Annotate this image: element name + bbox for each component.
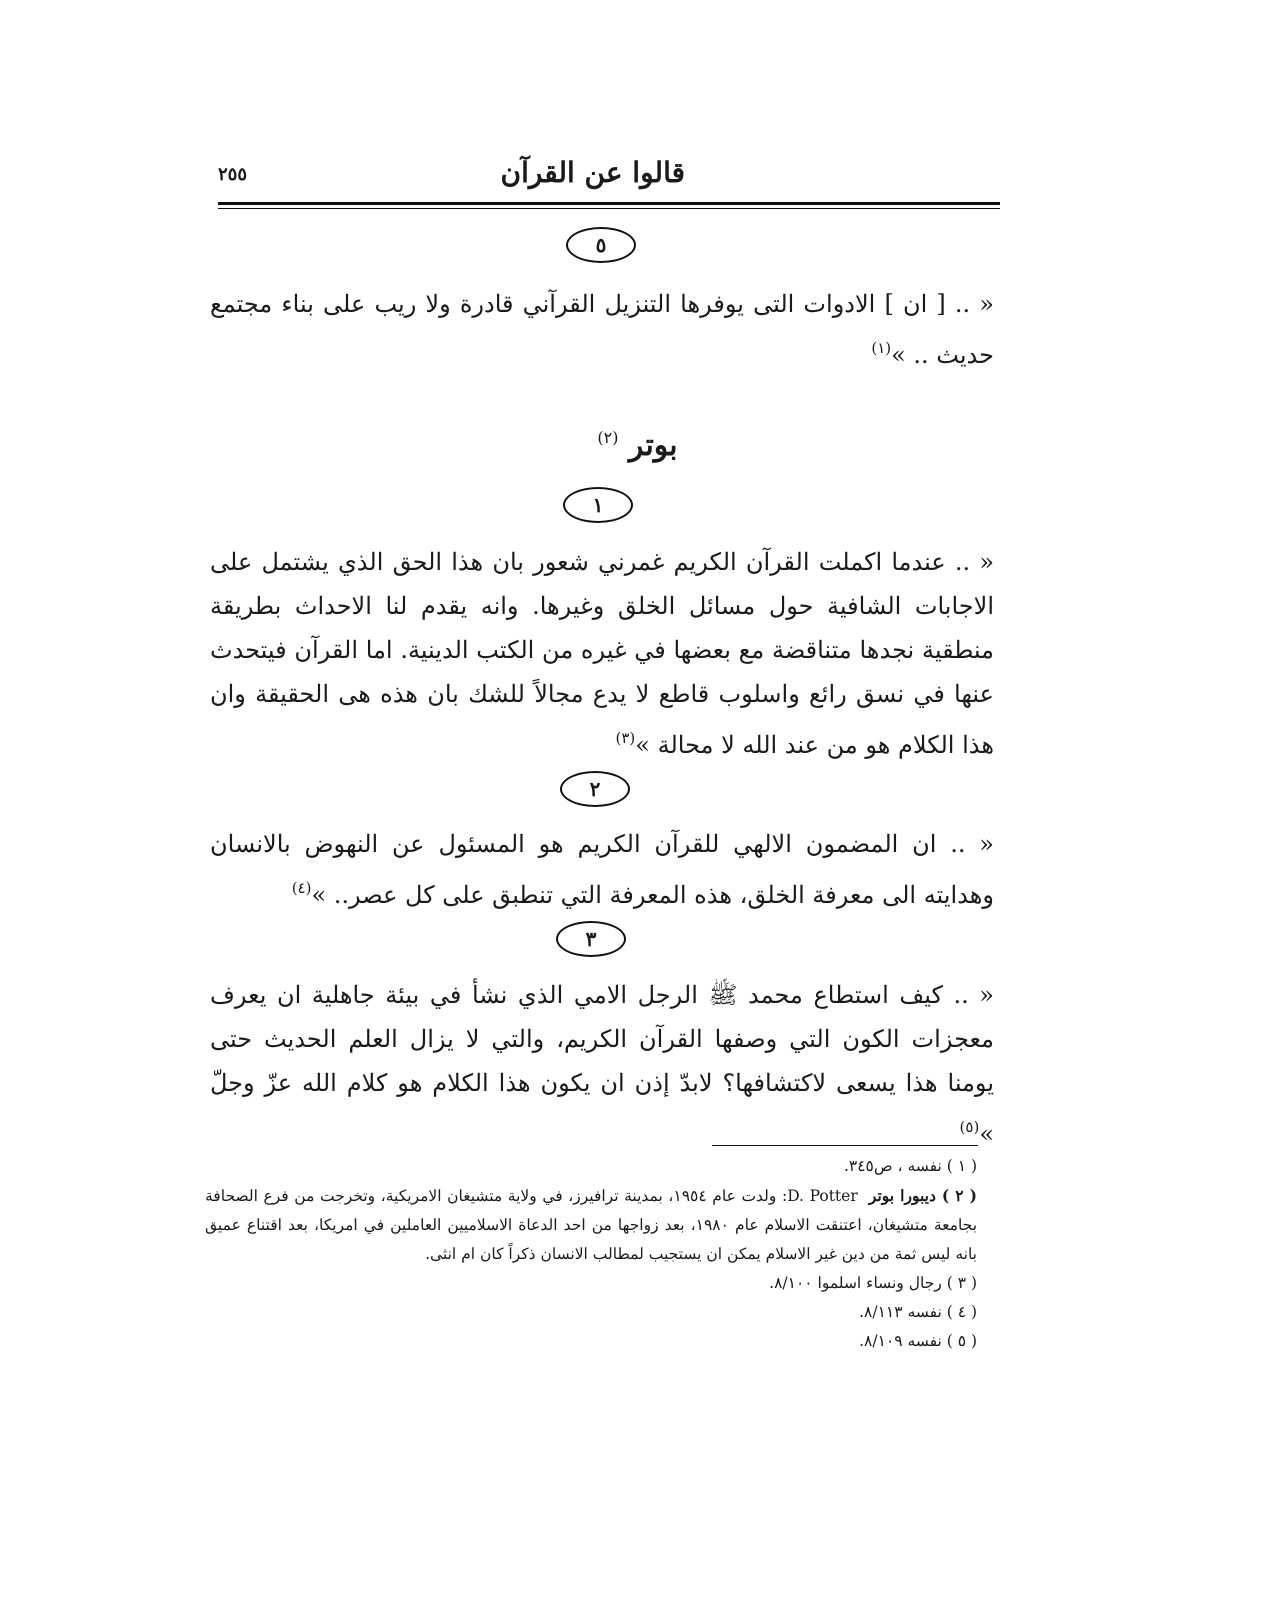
footnote-ref: (٣) [615,729,636,747]
quote-text: « .. ان المضمون الالهي للقرآن الكريم هو المسئول عن النهوض بالانسان وهدايته الى معرفة الخلق، هذه المعرفة التي تنطبق على كل عصر.. » [210,830,994,909]
header-rule-thick [218,202,1000,205]
footnote-2-latin-name: D. Potter [787,1187,858,1205]
quote-paragraph [210,822,994,917]
quote-paragraph [210,973,994,1156]
quote-text: « .. [ ان ] الادوات التى يوفرها التنزيل القرآني قادرة ولا ريب على بناء مجتمع حديث .. » [210,290,994,369]
quote-paragraph [210,282,994,377]
quote-text: « .. كيف استطاع محمد ﷺ الرجل الامي الذي نشأ في بيئة جاهلية ان يعرف معجزات الكون التي وصفها القرآن الكريم، والتي لا يزال العلم الحديث حتى يومنا هذا يسعى لاكتشافها؟ لابدّ إذن ان يكون هذا الكلام هو كلام الله عزّ وجلّ » [210,981,994,1148]
footnote-1: ( ١ ) نفسه ، ص٣٤٥. [843,1157,977,1175]
page-number: ٢٥٥ [218,164,248,185]
footnote-ref: (١) [871,339,892,357]
quote-text: « .. عندما اكملت القرآن الكريم غمرني شعور بان هذا الحق الذي يشتمل على الاجابات الشافية حول مسائل الخلق وغيرها. وانه يقدم لنا الاحداث بطريقة منطقية نجدها متناقضة مع بعضها في غيره من الكتب الدينية. اما القرآن فيتحدث عنها في نسق رائع واسلوب قاطع لا يدع مجالاً للشك بان هذه هى الحقيقة وان هذا الكلام هو من عند الله لا محالة » [210,548,995,759]
running-header [218,156,1000,198]
footnote-4: ( ٤ ) نفسه ٨/١١٣. [859,1303,977,1321]
quote-number-badge: ٣ [556,921,626,957]
footnote-ref: (٤) [291,879,312,897]
footnote-ref: (٥) [959,1118,980,1136]
header-title: قالوا عن القرآن [500,156,685,189]
footnote-2 [205,1181,977,1269]
footnote-2-text: : ولدت عام ١٩٥٤، بمدينة ترافيرز، في ولاية متشيغان الامريكية، وتخرجت من فرع الصحافة بجامعة متشيغان، اعتنقت الاسلام عام ١٩٨٠، بعد زواجها من احد الدعاة الاسلاميين العاملين في امريكا، بعد اقتناع عميق بانه ليس ثمة من دين غير الاسلام يمكن ان يستجيب لمطالب الانسان ذكراً كان ام انثى. [205,1187,978,1263]
footnote-ref: (٢) [597,428,619,447]
quote-number-badge: ١ [563,487,633,523]
footnote-3: ( ٣ ) رجال ونساء اسلموا ٨/١٠٠. [769,1274,977,1292]
quote-paragraph [210,540,994,767]
quote-number-badge: ٢ [560,771,630,807]
footnotes [205,1152,977,1356]
header-rule-thin [218,208,1000,209]
quote-number-badge: ٥ [566,227,636,263]
footnote-2-label: ( ٢ ) ديبورا بوتر [868,1186,977,1205]
section-heading [0,428,1275,463]
footnote-5: ( ٥ ) نفسه ٨/١٠٩. [859,1332,977,1350]
footnote-rule [712,1145,978,1146]
section-title: بوتر [628,428,678,463]
